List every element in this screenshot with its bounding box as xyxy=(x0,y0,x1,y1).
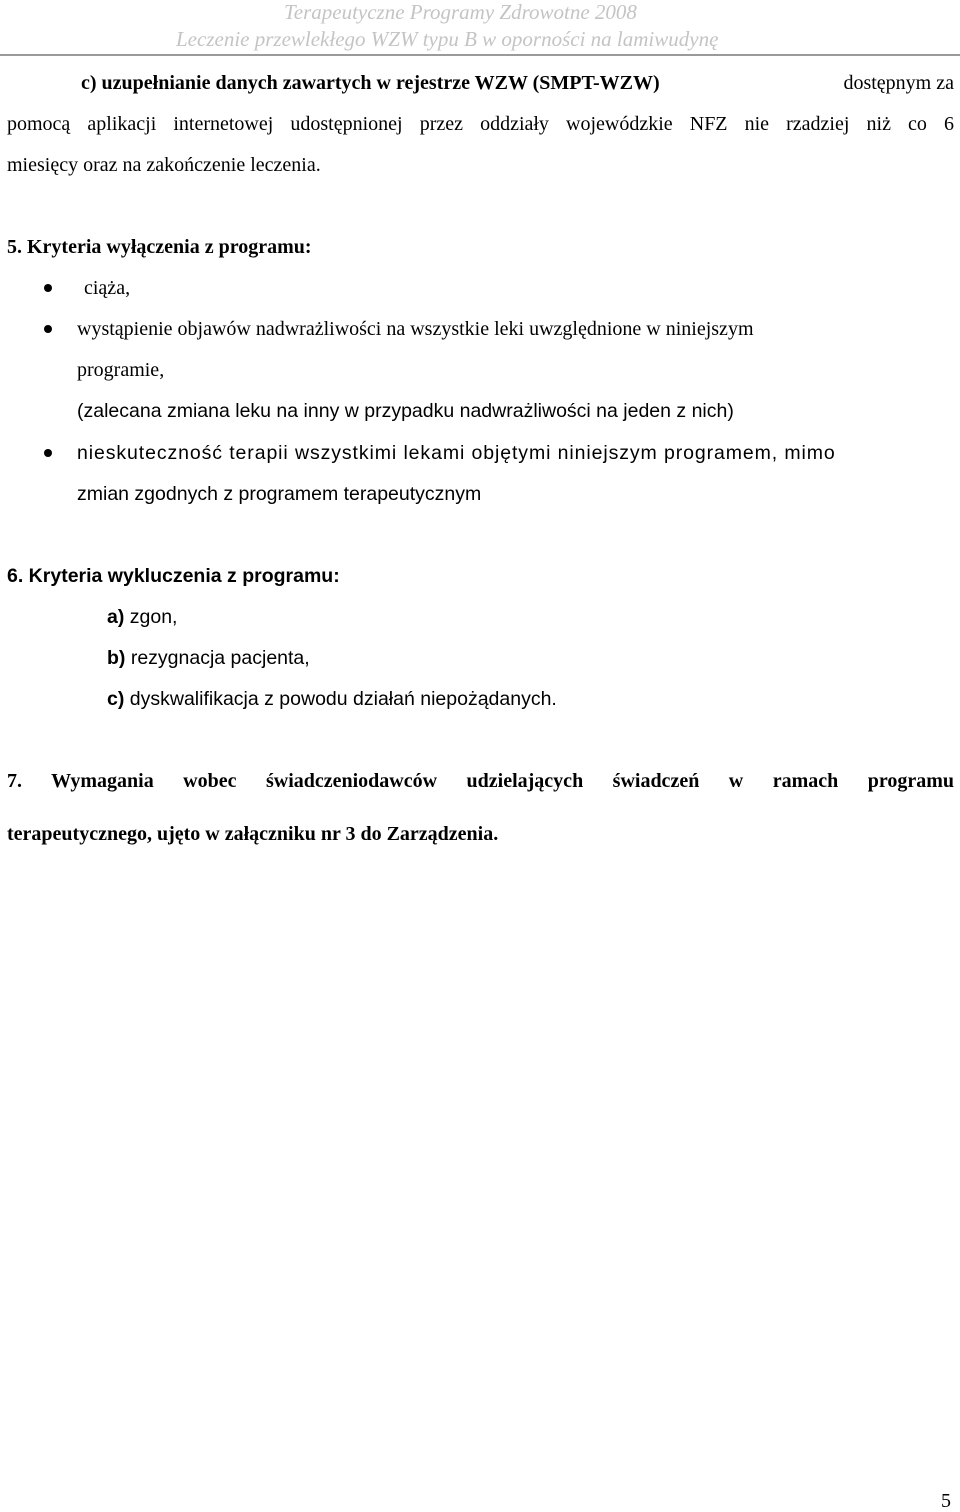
page-header xyxy=(0,0,960,56)
bullet-dot xyxy=(44,325,52,333)
section6-item-a-label: a) xyxy=(107,606,125,628)
bullet-dot xyxy=(44,449,52,457)
header-subtitle: Leczenie przewlekłego WZW typu B w oporności na lamiwudynę xyxy=(176,27,719,51)
section6-item-c xyxy=(107,687,557,711)
section7-line2: terapeutycznego, ujęto w załączniku nr 3 do Zarządzenia. xyxy=(7,823,499,845)
para-c-line1-rest: dostępnym za xyxy=(843,72,954,94)
section6-item-b-label: b) xyxy=(107,647,126,669)
section6-item-c-text: dyskwalifikacja z powodu działań niepożądanych. xyxy=(129,688,557,710)
para-c-line2: pomocą aplikacji internetowej udostępnionej przez oddziały wojewódzkie NFZ nie rzadziej niż co 6 xyxy=(7,113,954,135)
header-title: Terapeutyczne Programy Zdrowotne 2008 xyxy=(284,0,637,24)
section6-item-a-text: zgon, xyxy=(129,606,178,628)
para-c-label: c) uzupełnianie danych zawartych w rejestrze WZW (SMPT-WZW) xyxy=(81,72,660,94)
section5-note: (zalecana zmiana leku na inny w przypadku nadwrażliwości na jeden z nich) xyxy=(77,400,734,422)
section5-bullet-3-line2: zmian zgodnych z programem terapeutycznym xyxy=(77,483,482,505)
page-number: 5 xyxy=(941,1490,951,1512)
section6-item-b xyxy=(107,646,310,670)
section5-bullet-1: ciąża, xyxy=(84,277,131,299)
section5-bullet-2-line2: programie, xyxy=(77,359,165,381)
section5-bullet-3-line1: nieskuteczność terapii wszystkimi lekami objętymi niniejszym programem, mimo xyxy=(77,442,836,464)
section6-item-a xyxy=(107,605,177,629)
header-divider xyxy=(0,54,960,56)
para-c-line3: miesięcy oraz na zakończenie leczenia. xyxy=(7,154,321,176)
section7-line1: 7. Wymagania wobec świadczeniodawców udzielających świadczeń w ramach programu xyxy=(7,770,954,792)
section6-item-b-text: rezygnacja pacjenta, xyxy=(130,647,310,669)
section5-bullet-2-line1: wystąpienie objawów nadwrażliwości na wszystkie leki uwzględnione w niniejszym xyxy=(77,318,754,340)
section6-heading: 6. Kryteria wykluczenia z programu: xyxy=(7,565,340,587)
section5-heading: 5. Kryteria wyłączenia z programu: xyxy=(7,236,312,258)
section6-item-c-label: c) xyxy=(107,688,125,710)
bullet-dot xyxy=(44,284,52,292)
